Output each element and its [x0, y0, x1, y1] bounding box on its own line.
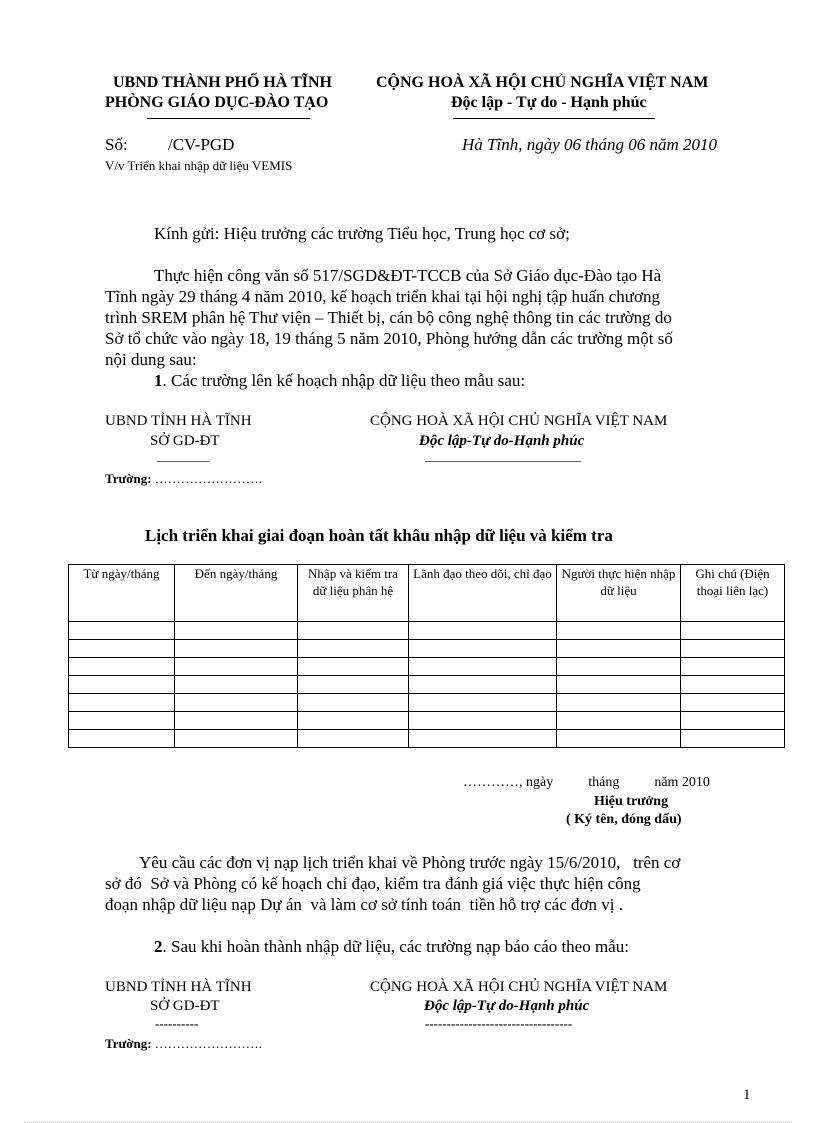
table-cell	[175, 730, 298, 748]
motto-underline	[453, 118, 655, 119]
doc-date: Hà Tĩnh, ngày 06 tháng 06 năm 2010	[462, 135, 717, 154]
page-number: 1	[743, 1087, 751, 1103]
schedule-table	[68, 564, 785, 748]
department-underline	[147, 118, 310, 119]
table-cell	[681, 658, 785, 676]
item-2	[154, 937, 629, 957]
form1-school-label: Trường:	[105, 471, 152, 486]
column-header-notes: Ghi chú (Điện thoại liên lạc)	[681, 565, 785, 622]
table-cell	[557, 622, 681, 640]
table-cell	[69, 730, 175, 748]
table-cell	[69, 622, 175, 640]
table-cell	[298, 622, 409, 640]
table-cell	[69, 658, 175, 676]
table-cell	[681, 622, 785, 640]
table-cell	[557, 640, 681, 658]
table-cell	[409, 694, 557, 712]
table-cell	[409, 622, 557, 640]
table-row	[69, 712, 785, 730]
doc-subject: V/v Triển khai nhập dữ liệu VEMIS	[105, 158, 293, 173]
table-cell	[681, 730, 785, 748]
table-cell	[409, 640, 557, 658]
table-cell	[298, 676, 409, 694]
item-1-number: 1	[154, 371, 163, 390]
form2-left-rule: ----------	[155, 1016, 199, 1031]
table-cell	[557, 712, 681, 730]
column-header-from-date: Từ ngày/tháng	[69, 565, 175, 622]
column-header-data-entry: Nhập và kiểm tra dữ liệu phân hệ	[298, 565, 409, 622]
form1-left-rule: ________	[157, 448, 209, 463]
request-line: Yêu cầu các đơn vị nạp lịch triển khai về Phòng trước ngày 15/6/2010, trên cơ	[139, 853, 681, 872]
signature-title: Hiệu trưởng	[594, 794, 669, 809]
signature-date-line: …………, ngày tháng năm 2010	[463, 775, 710, 790]
paragraph-line: Tĩnh ngày 29 tháng 4 năm 2010, kế hoạch triển khai tại hội nghị tập huấn chương	[105, 287, 660, 306]
form2-school-label: Trường:	[105, 1036, 152, 1051]
paragraph-line: Sở tổ chức vào ngày 18, 19 tháng 5 năm 2010, Phòng hướng dẫn các trường một số	[105, 329, 673, 348]
item-1	[154, 371, 525, 391]
form1-authority: UBND TỈNH HÀ TĨNH	[105, 413, 252, 429]
table-cell	[681, 640, 785, 658]
table-cell	[557, 658, 681, 676]
table-cell	[175, 640, 298, 658]
table-cell	[681, 676, 785, 694]
table-row	[69, 622, 785, 640]
table-cell	[175, 694, 298, 712]
item-2-text: . Sau khi hoàn thành nhập dữ liệu, các trường nạp báo cáo theo mẫu:	[162, 937, 629, 956]
column-header-supervision: Lãnh đạo theo dõi, chỉ đạo	[409, 565, 557, 622]
form2-school-dots: …………………….	[154, 1036, 263, 1051]
table-cell	[69, 712, 175, 730]
form1-right-rule: ________________________	[425, 448, 581, 463]
form2-authority: UBND TỈNH HÀ TĨNH	[105, 979, 252, 995]
item-1-text: . Các trường lên kế hoạch nhập dữ liệu theo mẫu sau:	[162, 371, 526, 390]
salutation: Kính gửi: Hiệu trưởng các trường Tiểu học, Trung học cơ sở;	[154, 224, 570, 243]
table-cell	[557, 730, 681, 748]
table-title: Lịch triển khai giai đoạn hoàn tất khâu nhập dữ liệu và kiểm tra	[145, 526, 613, 545]
paragraph-line: Thực hiện công văn số 517/SGD&ĐT-TCCB của Sở Giáo dục-Đào tạo Hà	[154, 266, 662, 285]
table-cell	[298, 730, 409, 748]
paragraph-line: trình SREM phân hệ Thư viện – Thiết bị, cán bộ công nghệ thông tin các trường do	[105, 308, 672, 327]
table-row	[69, 676, 785, 694]
paragraph-line: nội dung sau:	[105, 350, 197, 369]
request-line: đoạn nhập dữ liệu nạp Dự án và làm cơ sở tính toán tiền hỗ trợ các đơn vị .	[105, 895, 623, 914]
table-row	[69, 694, 785, 712]
form1-school	[105, 471, 262, 487]
table-cell	[557, 676, 681, 694]
column-header-to-date: Đến ngày/tháng	[175, 565, 298, 622]
department-name: PHÒNG GIÁO DỤC-ĐÀO TẠO	[105, 94, 329, 111]
signature-note: ( Ký tên, đóng dấu)	[566, 812, 682, 827]
form2-national-motto: Độc lập-Tự do-Hạnh phúc	[424, 998, 590, 1014]
table-cell	[409, 712, 557, 730]
doc-number: /CV-PGD	[168, 135, 235, 154]
form2-right-rule: ----------------------------------	[425, 1016, 573, 1031]
column-header-operator: Người thực hiện nhập dữ liệu	[557, 565, 681, 622]
doc-number-label: Số:	[105, 135, 128, 154]
table-cell	[298, 640, 409, 658]
table-row	[69, 640, 785, 658]
form1-national-title: CỘNG HOÀ XÃ HỘI CHỦ NGHĨA VIỆT NAM	[370, 413, 668, 429]
table-cell	[409, 658, 557, 676]
table-cell	[409, 730, 557, 748]
table-cell	[69, 676, 175, 694]
table-cell	[681, 712, 785, 730]
form1-national-motto: Độc lập-Tự do-Hạnh phúc	[419, 433, 585, 449]
table-cell	[298, 712, 409, 730]
table-row	[69, 658, 785, 676]
table-cell	[175, 712, 298, 730]
national-motto: Độc lập - Tự do - Hạnh phúc	[451, 94, 647, 111]
form2-department: SỞ GD-ĐT	[150, 998, 220, 1014]
table-cell	[681, 694, 785, 712]
table-cell	[175, 676, 298, 694]
table-cell	[298, 658, 409, 676]
authority-name: UBND THÀNH PHỐ HÀ TĨNH	[113, 74, 332, 91]
form1-department: SỞ GD-ĐT	[150, 433, 220, 449]
table-cell	[69, 640, 175, 658]
form2-national-title: CỘNG HOÀ XÃ HỘI CHỦ NGHĨA VIỆT NAM	[370, 979, 668, 995]
table-cell	[175, 658, 298, 676]
table-row	[69, 730, 785, 748]
table-cell	[175, 622, 298, 640]
table-cell	[557, 694, 681, 712]
form1-school-dots: …………………….	[154, 471, 263, 486]
table-cell	[298, 694, 409, 712]
table-header-row	[69, 565, 785, 622]
table-cell	[409, 676, 557, 694]
request-line: sở đó Sở và Phòng có kế hoạch chỉ đạo, kiểm tra đánh giá việc thực hiện công	[105, 874, 641, 893]
form2-school	[105, 1036, 262, 1052]
table-cell	[69, 694, 175, 712]
item-2-number: 2	[154, 937, 163, 956]
national-title: CỘNG HOÀ XÃ HỘI CHỦ NGHĨA VIỆT NAM	[376, 74, 709, 91]
